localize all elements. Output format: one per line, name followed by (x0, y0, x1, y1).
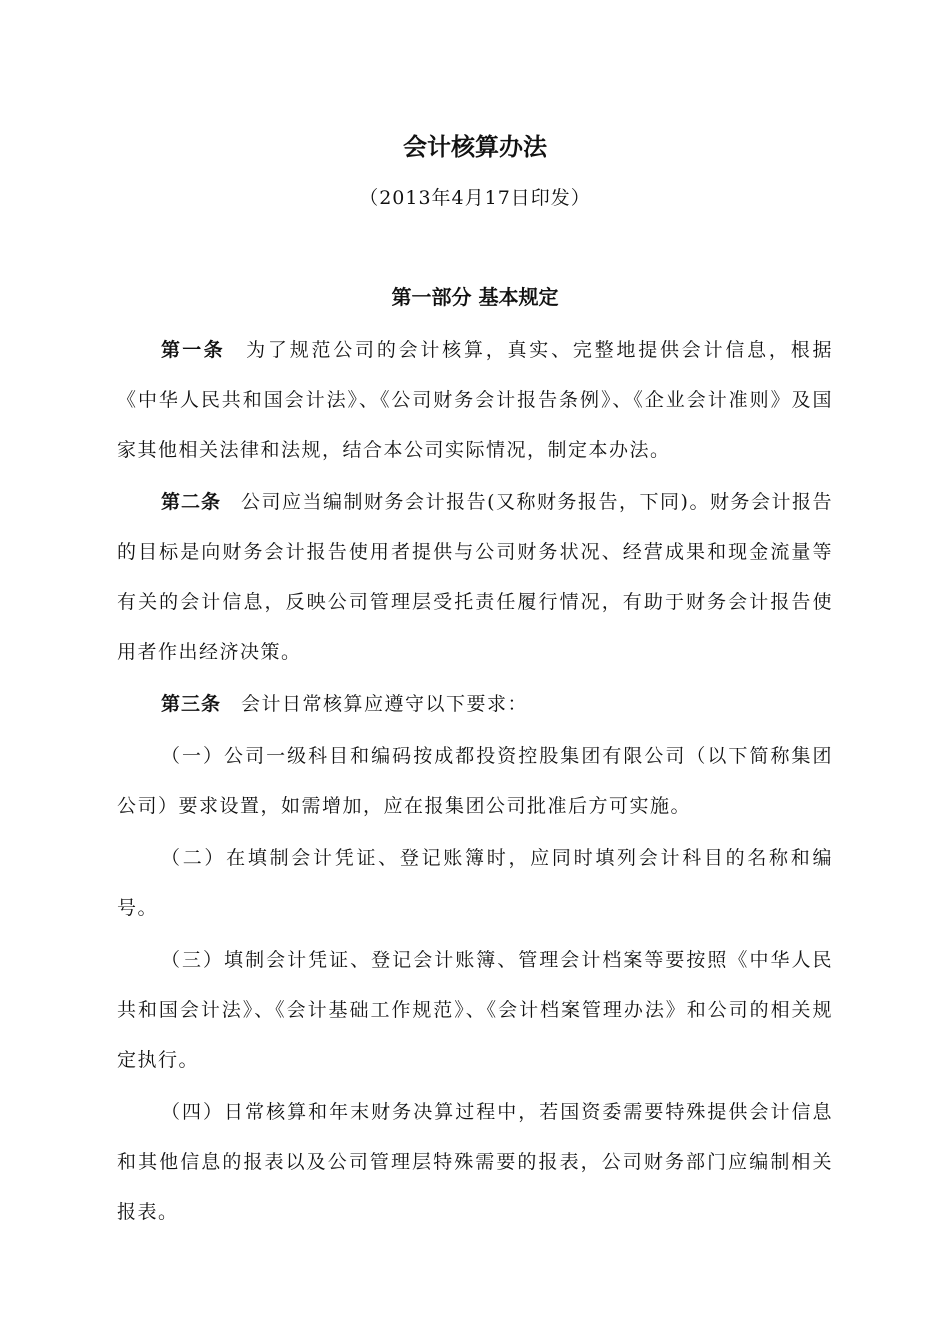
document-body (117, 325, 833, 1239)
clause-label: 第三条 (161, 693, 222, 715)
list-item-4: （四）日常核算和年末财务决算过程中，若国资委需要特殊提供会计信息和其他信息的报表以及公司管理层特殊需要的报表，公司财务部门应编制相关报表。 (117, 1101, 833, 1223)
clause-label: 第二条 (161, 491, 222, 513)
section-title: 第一部分 基本规定 (391, 285, 559, 309)
clause-text: 公司应当编制财务会计报告(又称财务报告，下同)。财务会计报告的目标是向财务会计报告使用者提供与公司财务状况、经营成果和现金流量等有关的会计信息，反映公司管理层受托责任履行情况，有助于财务会计报告使用者作出经济决策。 (117, 491, 833, 663)
document-title: 会计核算办法 (403, 132, 547, 161)
clause-text: 会计日常核算应遵守以下要求： (241, 693, 529, 715)
clause-label: 第一条 (161, 339, 225, 361)
clause-2 (117, 477, 833, 677)
list-item-3: （三）填制会计凭证、登记会计账簿、管理会计档案等要按照《中华人民共和国会计法》、《会计基础工作规范》、《会计档案管理办法》和公司的相关规定执行。 (117, 949, 833, 1071)
document-issue-date: （2013年4月17日印发） (359, 187, 591, 209)
clause-text: 为了规范公司的会计核算，真实、完整地提供会计信息，根据《中华人民共和国会计法》、《公司财务会计报告条例》、《企业会计准则》及国家其他相关法律和法规，结合本公司实际情况，制定本办法。 (117, 339, 833, 461)
clause-3 (117, 679, 833, 729)
list-item-2: （二）在填制会计凭证、登记账簿时，应同时填列会计科目的名称和编号。 (117, 847, 833, 919)
list-item-1: （一）公司一级科目和编码按成都投资控股集团有限公司（以下简称集团公司）要求设置，如需增加，应在报集团公司批准后方可实施。 (117, 745, 833, 817)
clause-1 (117, 325, 833, 475)
